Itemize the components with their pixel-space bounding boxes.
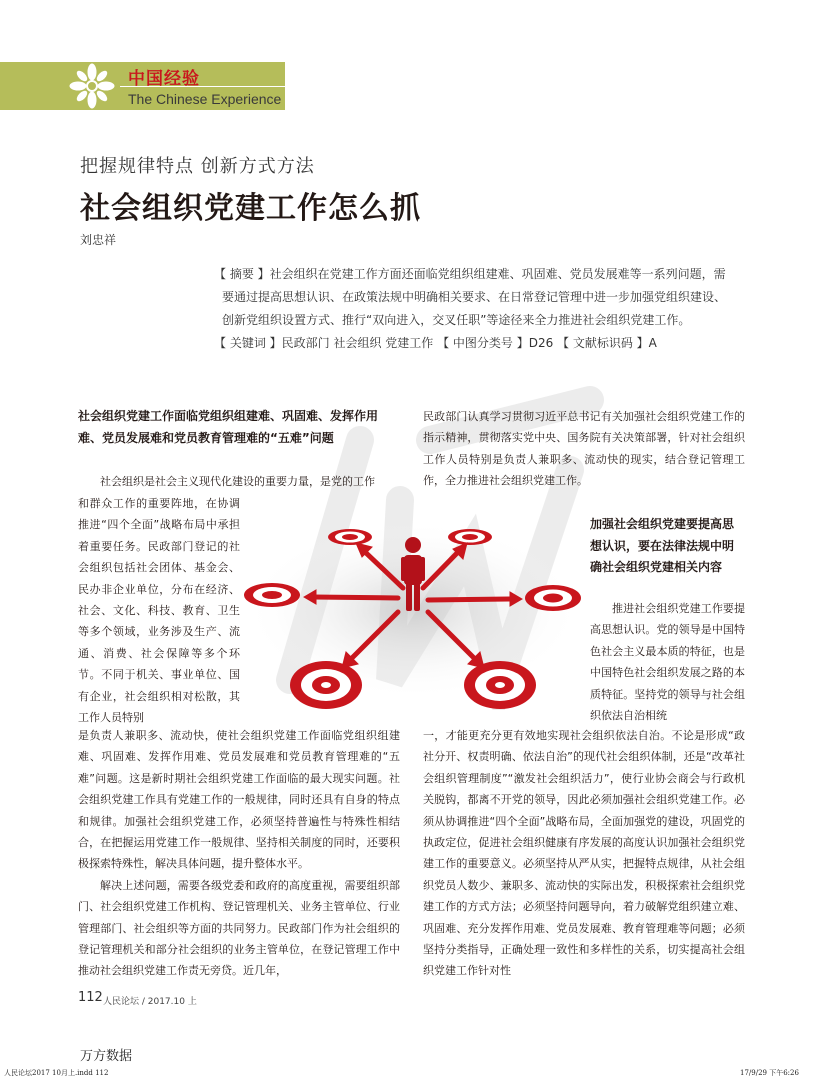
author: 刘忠祥: [80, 233, 117, 247]
paragraph-text: 民政部门认真学习贯彻习近平总书记有关加强社会组织党建工作的指示精神，贯彻落实党中央、国务院有关决策部署，针对社会组织工作人员特别是负责人兼职多、流动快的现实，结合登记管理工作，全力推进社会组织党建工作。: [423, 410, 745, 488]
paragraph-text: 一，才能更充分更有效地实现社会组织依法自治。不论是形成“政社分开、权责明确、依法自治”的现代社会组织体制，还是“改革社会组织管理制度”“激发社会组织活力”，使行业协会商会与行政机关脱钩，都离不开党的领导，因此必须加强社会组织党建工作。必须从协调推进“四个全面”战略布局，全面加强党的建设，巩固党的执政定位，促进社会组织健康有序发展的高度认识加强社会组织党建工作的重要意义。必须坚持从严从实，把握特点规律，从社会组织党员人数少、兼职多、流动快的实际出发，积极探索社会组织党建工作的方式方法；必须坚持问题导向，着力破解党组织建立难、巩固难、充分发挥作用难、党员发展难、教育管理难等问题；必须坚持分类指导，正确处理一致性和多样性的关系，切实提高社会组织党建工作针对性: [423, 729, 745, 978]
target-icon: [244, 583, 300, 607]
paragraph-text: 解决上述问题，需要各级党委和政府的高度重视，需要组织部门、社会组织党建工作机构、登记管理机关、业务主管单位、行业管理部门、社会组织等方面的共同努力。民政部门作为社会组织的登记管理机关和部分社会组织的业务主管单位，在登记管理工作中推动社会组织党建工作责无旁贷。近几年，: [78, 878, 400, 978]
paragraph-line: 社会组织是社会主义现代化建设的重要力量，是党的工作: [100, 475, 375, 488]
abstract-line: 要通过提高思想认识、在政策法规中明确相关要求、在日常登记管理中进一步加强党组织建设、: [222, 290, 727, 304]
keywords-line: 【 关键词 】民政部门 社会组织 党建工作 【 中图分类号 】D26 【 文献标识码 】A: [214, 336, 657, 350]
file-info: 人民论坛2017 10月上.indd 112: [4, 1069, 109, 1077]
section-heading-2: 加强社会组织党建要提高思想认识，要在法律法规中明确社会组织党建相关内容: [590, 517, 735, 574]
target-icon: [525, 585, 581, 611]
target-icon: [448, 529, 492, 545]
article-title: 社会组织党建工作怎么抓: [80, 191, 421, 226]
abstract-line: 创新党组织设置方式、推行“双向进入，交叉任职”等途径来全力推进社会组织党建工作。: [222, 313, 691, 327]
page-number: 112: [78, 990, 103, 1005]
target-icon: [328, 529, 372, 545]
print-time: 17/9/29 下午6:26: [740, 1069, 799, 1077]
column-title-cn: 中国经验: [128, 69, 200, 89]
abstract-line: 【 摘要 】社会组织在党建工作方面还面临党组织组建难、巩固难、党员发展难等一系列问题，需: [214, 267, 726, 281]
brand-mark: 万方数据: [80, 1049, 133, 1064]
paragraph-block: [78, 725, 400, 982]
targets-illustration: [238, 500, 588, 722]
paragraph-text: 是负责人兼职多、流动快，使社会组织党建工作面临党组织组建难、巩固难、发挥作用难、党员发展难和党员教育管理难的“五难”问题。这是新时期社会组织党建工作面临的最大现实问题。社会组织党建工作具有党建工作的一般规律，同时还具有自身的特点和规律。加强社会组织党建工作，必须坚持普遍性与特殊性相结合，在把握运用党建工作一般规律、坚持相关制度的同时，还要积极探索特殊性，解决具体问题，提升整体水平。: [78, 729, 400, 871]
article-subtitle: 把握规律特点 创新方式方法: [80, 156, 315, 177]
section-heading-1: 社会组织党建工作面临党组织组建难、巩固难、发挥作用难、党员发展难和党员教育管理难的“五难”问题: [78, 409, 379, 445]
page-source: 人民论坛 / 2017.10 上: [103, 997, 197, 1007]
target-icon: [290, 661, 362, 709]
paragraph-text: 推进社会组织党建工作要提高思想认识。党的领导是中国特色社会主义最本质的特征，也是中国特色社会组织发展之路的本质特征。坚持党的领导与社会组织依法自治相统: [590, 602, 745, 723]
target-icon: [464, 661, 536, 709]
flower-ornament-icon: [68, 62, 116, 110]
paragraph-text: 和群众工作的重要阵地，在协调推进“四个全面”战略布局中承担着重要任务。民政部门登记的社会组织包括社会团体、基金会、民办非企业单位，分布在经济、社会、文化、科技、教育、卫生等多个领域，业务涉及生产、流通、消费、社会保障等多个环节。不同于机关、事业单位、国有企业，社会组织相对松散，其工作人员特别: [78, 497, 240, 725]
column-title-en: The Chinese Experience: [128, 91, 282, 107]
